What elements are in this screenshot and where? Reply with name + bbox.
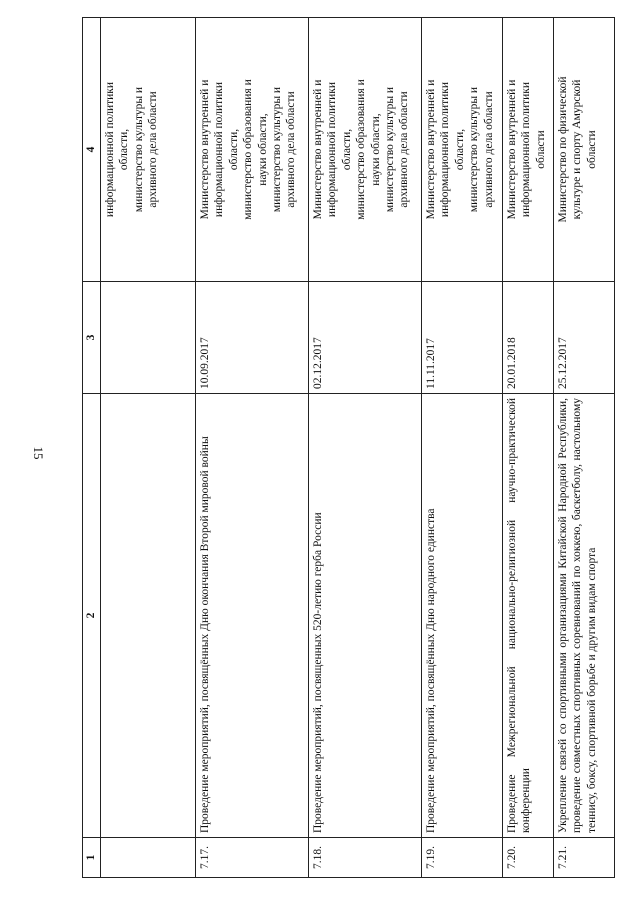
responsible-line: Министерство по физической xyxy=(557,76,569,223)
header-col-2: 2 xyxy=(83,394,101,838)
responsible-line: информационной политики xyxy=(520,81,533,218)
row-event: Проведение Межрегиональной национально-религиозной научно-практической конференции xyxy=(503,394,554,838)
rotated-page-content xyxy=(82,18,598,878)
row-number: 7.17. xyxy=(196,838,309,878)
table-row xyxy=(309,18,422,878)
responsible-line: культуре и спорту Амурской xyxy=(571,79,584,220)
responsible-line: области, xyxy=(340,128,353,171)
responsible-line: архивного дела области xyxy=(482,91,495,208)
responsible-line: министерство культуры и xyxy=(384,86,397,213)
table-row xyxy=(101,18,196,878)
row-date: 10.09.2017 xyxy=(196,282,309,394)
row-event: Проведение мероприятий, посвященных 520-летию герба России xyxy=(309,394,422,838)
responsible-line: министерство культуры и xyxy=(271,86,284,213)
table-row xyxy=(503,18,554,878)
row-event: Проведение мероприятий, посвящённых Дню народного единства xyxy=(422,394,503,838)
responsible-line: министерство образования и xyxy=(355,79,368,220)
row-date xyxy=(101,282,196,394)
row-date: 11.11.2017 xyxy=(422,282,503,394)
row-responsible xyxy=(101,18,196,282)
responsible-line: области, xyxy=(118,128,131,171)
row-responsible xyxy=(554,18,615,282)
responsible-line: министерство образования и xyxy=(242,79,255,220)
row-responsible xyxy=(196,18,309,282)
responsible-line: Министерство внутренней и xyxy=(506,79,518,220)
responsible-line: информационной политики xyxy=(326,81,339,218)
row-date: 02.12.2017 xyxy=(309,282,422,394)
header-col-1: 1 xyxy=(83,838,101,878)
row-number: 7.19. xyxy=(422,838,503,878)
row-number: 7.21. xyxy=(554,838,615,878)
responsible-line: архивного дела области xyxy=(398,91,411,208)
row-number: 7.18. xyxy=(309,838,422,878)
responsible-line: информационной политики xyxy=(213,81,226,218)
responsible-line: информационной политики xyxy=(104,81,116,218)
row-event: Укрепление связей со спортивными организациями Китайской Народной Республики, проведение совместных спортивных соревнований по хоккею, баскетболу, настольному теннису, боксу, спортивной борьбе и другим видам спорта xyxy=(554,394,615,838)
responsible-line: науки области, xyxy=(256,113,269,186)
responsible-line: области xyxy=(585,130,598,169)
responsible-line: архивного дела области xyxy=(147,91,160,208)
row-responsible xyxy=(503,18,554,282)
responsible-line: Министерство внутренней и xyxy=(425,79,437,220)
responsible-line: министерство культуры и xyxy=(468,86,481,213)
table-row xyxy=(422,18,503,878)
page-number: 15 xyxy=(31,446,46,460)
responsible-line: информационной политики xyxy=(439,81,452,218)
responsible-line: архивного дела области xyxy=(285,91,298,208)
row-event: Проведение мероприятий, посвящённых Дню окончания Второй мировой войны xyxy=(196,394,309,838)
row-date: 20.01.2018 xyxy=(503,282,554,394)
table-row xyxy=(554,18,615,878)
responsible-line: области, xyxy=(227,128,240,171)
responsible-line: области, xyxy=(453,128,466,171)
events-table xyxy=(82,17,615,878)
responsible-line: министерство культуры и xyxy=(132,86,145,213)
header-col-4: 4 xyxy=(83,18,101,282)
responsible-line: науки области, xyxy=(369,113,382,186)
row-number xyxy=(101,838,196,878)
row-responsible xyxy=(309,18,422,282)
table-row xyxy=(196,18,309,878)
row-number: 7.20. xyxy=(503,838,554,878)
row-event xyxy=(101,394,196,838)
responsible-line: Министерство внутренней и xyxy=(312,79,324,220)
table-header-row xyxy=(83,18,101,878)
header-col-3: 3 xyxy=(83,282,101,394)
row-date: 25.12.2017 xyxy=(554,282,615,394)
responsible-line: Министерство внутренней и xyxy=(199,79,211,220)
responsible-line: области xyxy=(534,130,547,169)
row-responsible xyxy=(422,18,503,282)
